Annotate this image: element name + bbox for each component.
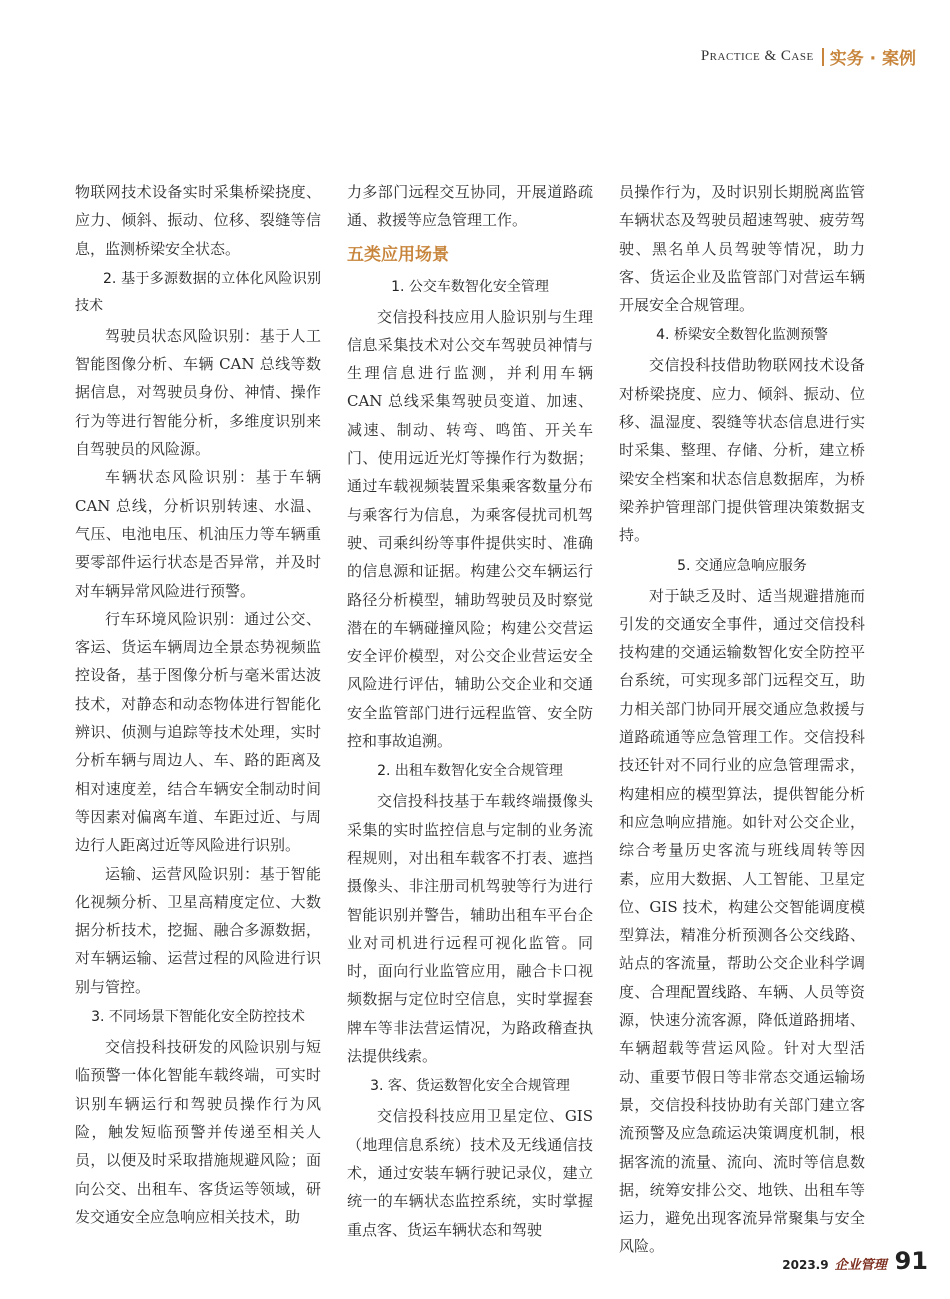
subheading: 5. 交通应急响应服务 (677, 557, 807, 574)
header-divider (822, 48, 824, 66)
text-column-1 (75, 178, 321, 1231)
paragraph: 车辆状态风险识别：基于车辆 CAN 总线，分析识别转速、水温、气压、电池电压、机油压力等车辆重要零部件运行状态是否异常，并及时对车辆异常风险进行预警。 (75, 468, 321, 600)
section-label-cn: 实务 · 案例 (829, 49, 916, 69)
paragraph: 对于缺乏及时、适当规避措施而引发的交通安全事件，通过交信投科技构建的交通运输数智化安全防控平台系统，可实现多部门远程交互，助力相关部门协同开展交通应急救援与道路疏通等应急管理工作。交信投科技还针对不同行业的应急管理需求，构建相应的模型算法，提供智能分析和应急响应措施。如针对公交企业，综合考量历史客流与班线周转等因素，应用大数据、人工智能、卫星定位、GIS 技术，构建公交智能调度模型算法，精准分析预测各公交线路、站点的客流量，帮助公交企业科学调度、合理配置线路、车辆、人员等资源，快速分流客源，降低道路拥堵、车辆超载等营运风险。针对大型活动、重要节假日等非常态交通运输场景，交信投科技协助有关部门建立客流预警及应急疏运决策调度机制，根据客流的流量、流向、流时等信息数据，统筹安排公交、地铁、出租车等运力，避免出现客流异常聚集与安全风险。 (619, 586, 865, 1256)
paragraph: 运输、运营风险识别：基于智能化视频分析、卫星高精度定位、大数据分析技术，挖掘、融合多源数据，对车辆运输、运营过程的风险进行识别与管控。 (75, 864, 321, 996)
subheading: 3. 不同场景下智能化安全防控技术 (91, 1009, 305, 1026)
paragraph: 交信投科技应用人脸识别与生理信息采集技术对公交车驾驶员神情与生理信息进行监测，并利用车辆 CAN 总线采集驾驶员变道、加速、减速、制动、转弯、鸣笛、开关车门、使用远近光灯等操作行为数据；通过车载视频装置采集乘客数量分布与乘客行为信息，为乘客侵扰司机驾驶、司乘纠纷等事件提供实时、准确的信息源和证据。构建公交车辆运行路径分析模型，辅助驾驶员及时察觉潜在的车辆碰撞风险；构建公交营运安全评价模型，对公交企业营运安全风险进行评估，辅助公交企业和交通安全监管部门进行远程监管、安全防控和事故追溯。 (347, 307, 593, 751)
text-column-3 (619, 178, 865, 1261)
paragraph: 物联网技术设备实时采集桥梁挠度、应力、倾斜、振动、位移、裂缝等信息，监测桥梁安全状态。 (75, 183, 321, 258)
paragraph: 交信投科技应用卫星定位、GIS（地理信息系统）技术及无线通信技术，通过安装车辆行驶记录仪，建立统一的车辆状态监控系统，实时掌握重点客、货运车辆状态和驾驶 (347, 1107, 593, 1239)
paragraph: 员操作行为，及时识别长期脱离监管车辆状态及驾驶员超速驾驶、疲劳驾驶、黑名单人员驾驶等情况，助力客、货运企业及监管部门对营运车辆开展安全合规管理。 (619, 183, 865, 315)
subheading: 2. 出租车数智化安全合规管理 (377, 763, 563, 780)
page-footer (782, 1247, 928, 1275)
subheading: 4. 桥梁安全数智化监测预警 (656, 327, 828, 344)
subheading: 1. 公交车数智化安全管理 (391, 278, 549, 295)
paragraph: 力多部门远程交互协同，开展道路疏通、救援等应急管理工作。 (347, 183, 593, 230)
magazine-logo: 企业管理 (834, 1258, 887, 1273)
paragraph: 交信投科技基于车载终端摄像头采集的实时监控信息与定制的业务流程规则，对出租车载客不打表、遮挡摄像头、非注册司机驾驶等行为进行智能识别并警告，辅助出租车平台企业对司机进行远程可视化监管。同时，面向行业监管应用，融合卡口视频数据与定位时空信息，实时掌握套牌车等非法营运情况，为路政稽查执法提供线索。 (347, 792, 593, 1066)
section-label-en: Practice & Case (700, 48, 814, 64)
page-number: 91 (894, 1247, 928, 1275)
subheading: 3. 客、货运数智化安全合规管理 (370, 1078, 570, 1095)
issue-date: 2023.9 (782, 1258, 829, 1272)
subheading: 2. 基于多源数据的立体化风险识别技术 (75, 270, 321, 314)
paragraph: 行车环境风险识别：通过公交、客运、货运车辆周边全景态势视频监控设备，基于图像分析与毫米雷达波技术，对静态和动态物体进行智能化辨识、侦测与追踪等技术处理，实时分析车辆与周边人、车、路的距离及相对速度差，结合车辆安全制动时间等因素对偏离车道、车距过近、与周边行人距离过近等风险进行识别。 (75, 609, 321, 855)
paragraph: 驾驶员状态风险识别：基于人工智能图像分析、车辆 CAN 总线等数据信息，对驾驶员身份、神情、操作行为等进行智能分析，多维度识别来自驾驶员的风险源。 (75, 326, 321, 459)
text-column-2 (347, 178, 593, 1244)
paragraph: 交信投科技借助物联网技术设备对桥梁挠度、应力、倾斜、振动、位移、温湿度、裂缝等状态信息进行实时采集、整理、存储、分析，建立桥梁安全档案和状态信息数据库，为桥梁养护管理部门提供管理决策数据支持。 (619, 356, 865, 545)
section-title: 五类应用场景 (347, 244, 449, 265)
page-header (701, 44, 916, 69)
paragraph: 交信投科技研发的风险识别与短临预警一体化智能车载终端，可实时识别车辆运行和驾驶员操作行为风险，触发短临预警并传递至相关人员，以便及时采取措施规避风险；面向公交、出租车、客货运等领域，研发交通安全应急响应相关技术，助 (75, 1038, 321, 1226)
